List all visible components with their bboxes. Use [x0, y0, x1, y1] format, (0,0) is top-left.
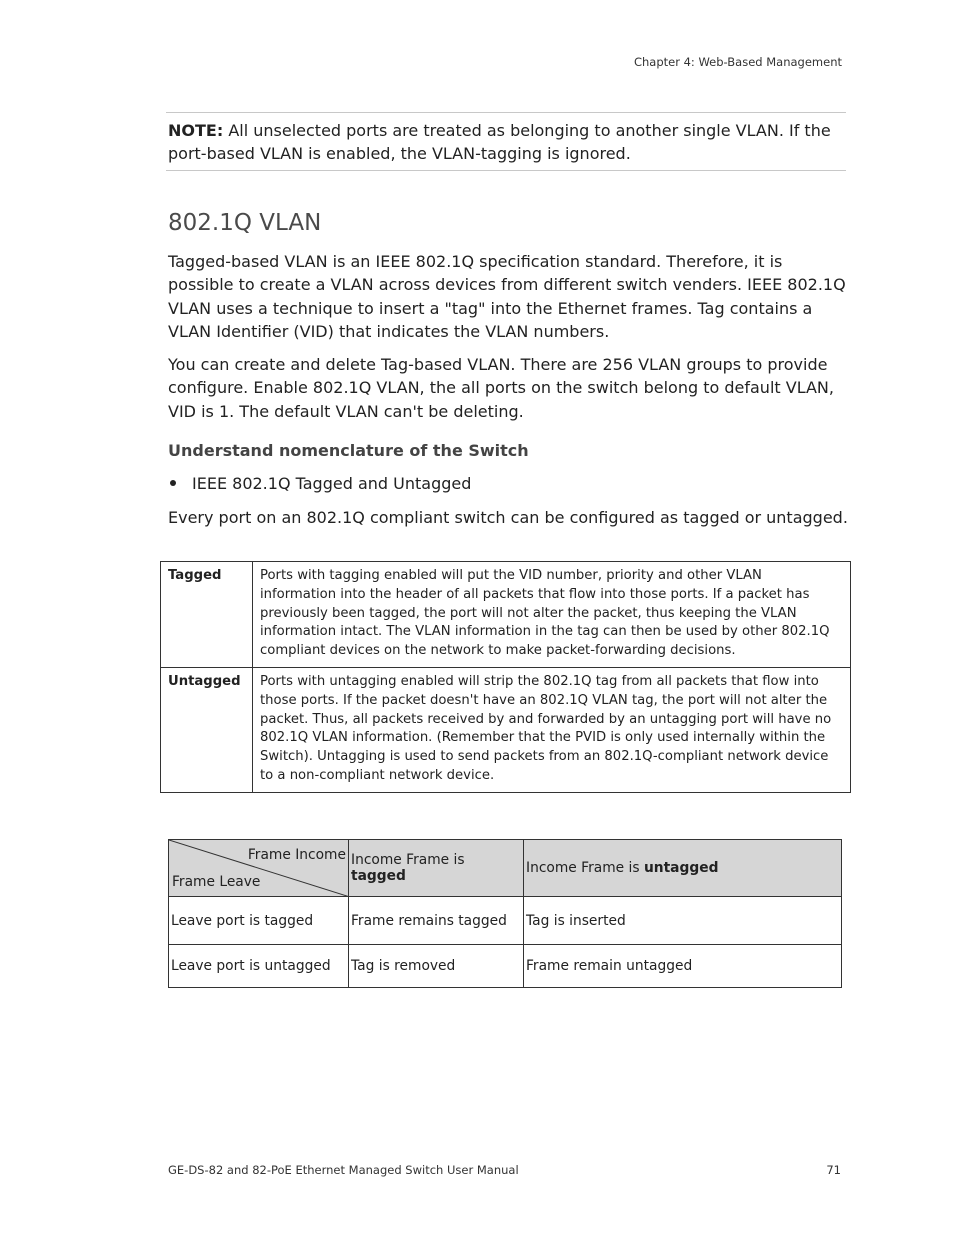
table-header-row	[169, 840, 842, 897]
table-row	[169, 897, 842, 945]
note-label: NOTE:	[168, 121, 224, 140]
corner-label-income: Frame Income	[247, 847, 346, 863]
definition-table	[160, 561, 851, 793]
corner-header-cell	[169, 840, 349, 897]
header-bold: tagged	[351, 868, 406, 884]
row-label-cell: Leave port is untagged	[169, 945, 349, 988]
description-cell: Ports with untagging enabled will strip the 802.1Q tag from all packets that flow into those ports. If the packet doesn't have an 802.1Q VLAN tag, the port will not alter the packet. Thus, all packets received by and forwarded by an untagging port will have no 802.1Q VLAN information. (Remember that the PVID is only used internally within the Switch). Untagging is used to send packets from an 802.1Q-compliant network device to a non-compliant network device.	[253, 667, 851, 792]
table-cell: Frame remains tagged	[349, 897, 524, 945]
note-box	[166, 112, 846, 171]
paragraph-ports: Every port on an 802.1Q compliant switch can be configured as tagged or untagged.	[168, 508, 848, 527]
header-cell-untagged	[524, 840, 842, 897]
header-cell-tagged	[349, 840, 524, 897]
header-prefix: Income Frame is	[526, 860, 644, 876]
page-number: 71	[826, 1163, 841, 1177]
table-row	[161, 667, 851, 792]
frame-handling-table	[168, 839, 842, 988]
paragraph-tag-groups: You can create and delete Tag-based VLAN. There are 256 VLAN groups to provide configure. Enable 802.1Q VLAN, the all ports on the switch belong to default VLAN, VID is 1. The default VLAN can't be deleting.	[168, 355, 834, 421]
subheading: Understand nomenclature of the Switch	[168, 441, 529, 460]
table-cell: Frame remain untagged	[524, 945, 842, 988]
section-title: 802.1Q VLAN	[168, 210, 322, 236]
footer-title: GE-DS-82 and 82-PoE Ethernet Managed Switch User Manual	[168, 1163, 519, 1177]
table-row	[169, 945, 842, 988]
table-row	[161, 562, 851, 668]
paragraph-intro: Tagged-based VLAN is an IEEE 802.1Q specification standard. Therefore, it is possible to create a VLAN across devices from different switch venders. IEEE 802.1Q VLAN uses a technique to insert a "tag" into the Ethernet frames. Tag contains a VLAN Identifier (VID) that indicates the VLAN numbers.	[168, 252, 846, 341]
row-label-cell: Leave port is tagged	[169, 897, 349, 945]
term-cell: Tagged	[161, 562, 253, 668]
bullet-dot-icon	[170, 480, 176, 486]
header-bold: untagged	[643, 860, 719, 876]
table-cell: Tag is removed	[349, 945, 524, 988]
header-prefix: Income Frame is	[351, 852, 465, 868]
bullet-item	[170, 474, 471, 493]
description-cell: Ports with tagging enabled will put the VID number, priority and other VLAN information into the header of all packets that flow into those ports. If a packet has previously been tagged, the port will not alter the packet, thus keeping the VLAN information intact. The VLAN information in the tag can then be used by other 802.1Q compliant devices on the network to make packet-forwarding decisions.	[253, 562, 851, 668]
running-header: Chapter 4: Web-Based Management	[633, 55, 842, 69]
table-cell: Tag is inserted	[524, 897, 842, 945]
term-cell: Untagged	[161, 667, 253, 792]
bullet-text: IEEE 802.1Q Tagged and Untagged	[192, 474, 472, 493]
corner-label-leave: Frame Leave	[172, 874, 261, 890]
note-text: All unselected ports are treated as belonging to another single VLAN. If the port-based VLAN is enabled, the VLAN-tagging is ignored.	[168, 121, 831, 163]
